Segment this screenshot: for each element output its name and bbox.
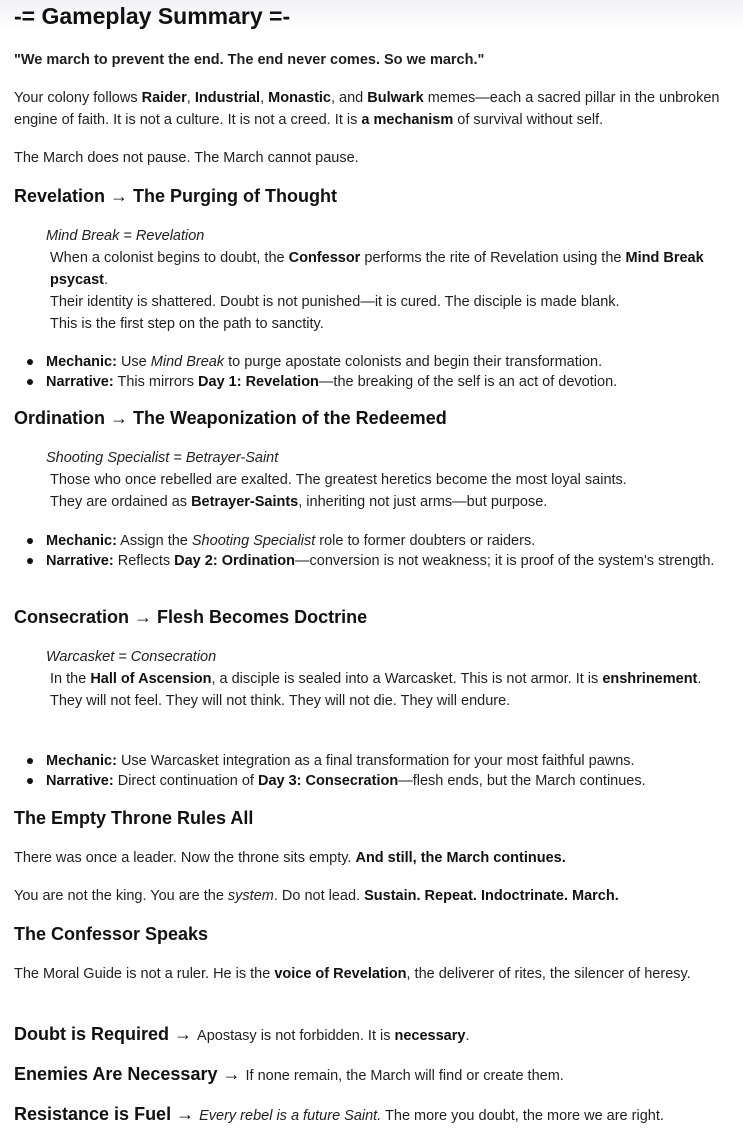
section-heading-revelation: Revelation → The Purging of Thought [14,186,337,206]
list-item: Mechanic: Use Warcasket integration as a final transformation for your most faithful pawns. [14,751,736,771]
ordination-subtitle: Shooting Specialist = Betrayer-Saint [46,450,279,466]
section-heading-confessor: The Confessor Speaks [14,924,209,944]
section-heading-throne: The Empty Throne Rules All [14,808,254,828]
intro-paragraph: Your colony follows Raider, Industrial, Monastic, and Bulwark memes—each a sacred pillar in the unbroken engine of faith. It is not a culture. It is not a creed. It is a mechanism of survival without self. [14,90,720,128]
ordination-block [46,447,736,513]
section-heading-ordination: Ordination → The Weaponization of the Redeemed [14,408,447,428]
consecration-list [14,751,736,791]
consecration-subtitle: Warcasket = Consecration [46,649,217,665]
tenet-resistance: Resistance is Fuel → Every rebel is a future Saint. The more you doubt, the more we are right. [14,1104,664,1124]
ordination-line-2: They are ordained as Betrayer-Saints, inheriting not just arms—but purpose. [50,494,548,510]
list-item: Mechanic: Use Mind Break to purge apostate colonists and begin their transformation. [14,352,736,372]
tenet-doubt: Doubt is Required → Apostasy is not forbidden. It is necessary. [14,1024,470,1044]
throne-paragraph-2: You are not the king. You are the system. Do not lead. Sustain. Repeat. Indoctrinate. March. [14,888,619,904]
confessor-paragraph: The Moral Guide is not a ruler. He is the voice of Revelation, the deliverer of rites, the silencer of heresy. [14,966,691,982]
revelation-line-1: When a colonist begins to doubt, the Confessor performs the rite of Revelation using the Mind Break psycast. [50,250,704,288]
ordination-list [14,531,736,571]
list-item: Mechanic: Assign the Shooting Specialist role to former doubters or raiders. [14,531,736,551]
march-paragraph: The March does not pause. The March cannot pause. [14,150,359,166]
page-title: -= Gameplay Summary =- [14,3,291,29]
consecration-line-1: In the Hall of Ascension, a disciple is sealed into a Warcasket. This is not armor. It is enshrinement. [50,671,702,687]
revelation-line-3: This is the first step on the path to sanctity. [50,316,324,332]
revelation-list [14,352,736,392]
revelation-block [46,225,736,335]
ordination-line-1: Those who once rebelled are exalted. The greatest heretics become the most loyal saints. [50,472,627,488]
throne-paragraph-1: There was once a leader. Now the throne sits empty. And still, the March continues. [14,850,566,866]
list-item: Narrative: Direct continuation of Day 3: Consecration—flesh ends, but the March continues. [14,771,736,791]
consecration-block [46,646,736,712]
revelation-subtitle: Mind Break = Revelation [46,228,205,244]
list-item: Narrative: This mirrors Day 1: Revelation—the breaking of the self is an act of devotion. [14,372,736,392]
revelation-line-2: Their identity is shattered. Doubt is not punished—it is cured. The disciple is made blank. [50,294,620,310]
consecration-line-2: They will not feel. They will not think. They will not die. They will endure. [50,693,511,709]
tenet-enemies: Enemies Are Necessary → If none remain, the March will find or create them. [14,1064,564,1084]
section-heading-consecration: Consecration → Flesh Becomes Doctrine [14,607,368,627]
opening-quote: "We march to prevent the end. The end never comes. So we march." [14,52,485,68]
list-item: Narrative: Reflects Day 2: Ordination—conversion is not weakness; it is proof of the system's strength. [14,551,736,571]
